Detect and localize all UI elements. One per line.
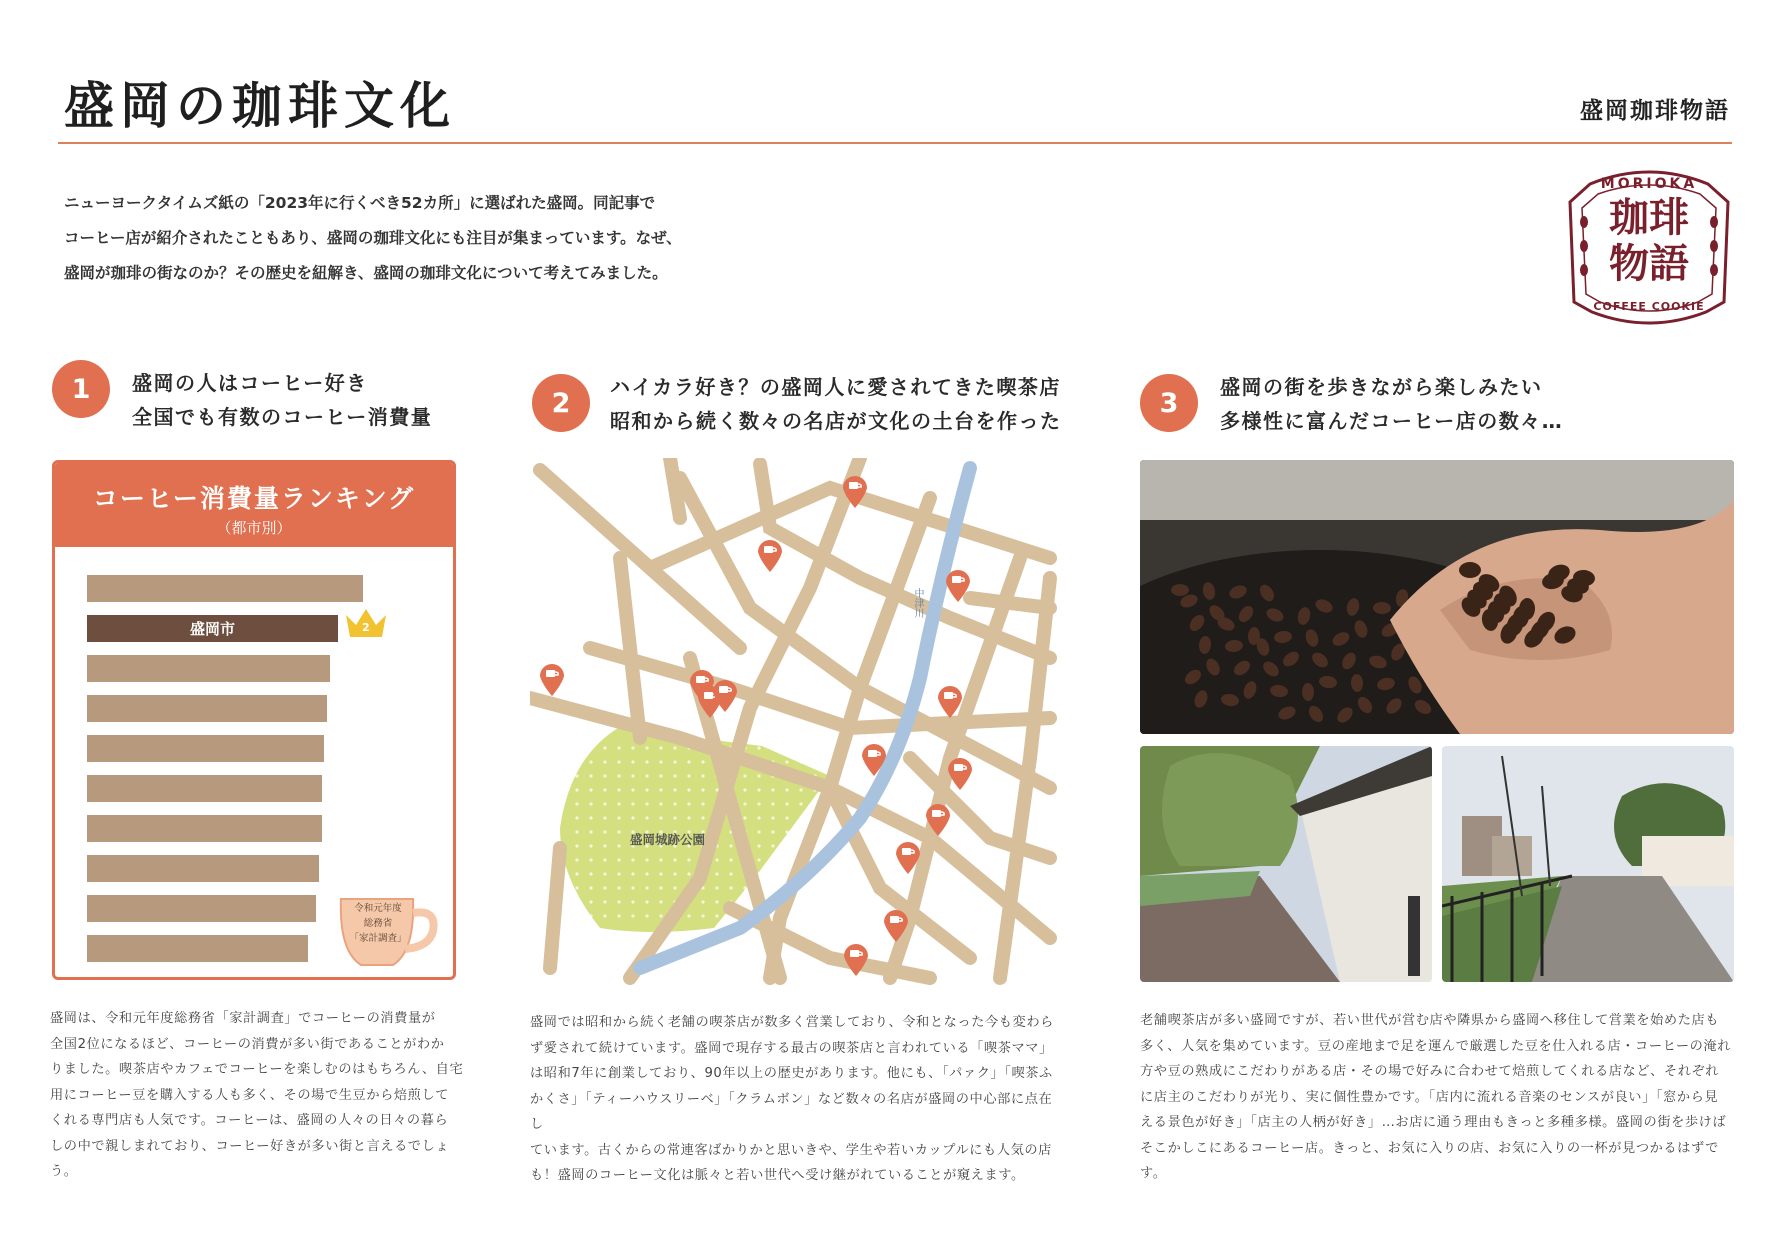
morioka-coffee-logo — [1560, 162, 1738, 332]
intro-line: ニューヨークタイムズ紙の「2023年に行くべき52カ所」に選ばれた盛岡。同記事で — [64, 194, 656, 212]
body-line: 多く、人気を集めています。豆の産地まで足を運んで厳選した豆を仕入れる店・コーヒーの淹れ — [1140, 1038, 1732, 1054]
ranking-bar — [87, 775, 322, 802]
logo-bottom-text: COFFEE COOKIE — [1593, 300, 1705, 313]
brand-name: 盛岡珈琲物語 — [1580, 98, 1730, 124]
source-line: 総務省 — [363, 918, 393, 929]
ranking-card — [52, 460, 456, 980]
crown-icon — [342, 605, 390, 641]
section-2-body — [530, 1010, 1060, 1189]
body-line: くれる専門店も人気です。コーヒーは、盛岡の人々の日々の暮ら — [50, 1113, 449, 1128]
body-line: 用にコーヒー豆を購入する人も多く、その場で生豆から焙煎して — [50, 1087, 450, 1103]
ranking-bar — [87, 655, 330, 682]
ranking-bar — [87, 735, 324, 762]
coffee-cup-icon — [335, 891, 447, 969]
section-number-2: 2 — [532, 374, 590, 432]
ranking-bar — [87, 575, 363, 602]
coffee-beans-photo — [1140, 460, 1734, 734]
heading-line: 盛岡の人はコーヒー好き — [132, 371, 368, 395]
ranking-source — [343, 901, 413, 946]
section-number-3: 3 — [1140, 374, 1198, 432]
body-line: 老舗喫茶店が多い盛岡ですが、若い世代が営む店や隣県から盛岡へ移住して営業を始めた店も — [1140, 1013, 1720, 1028]
section-1-body — [50, 1006, 470, 1185]
intro-line: 盛岡が珈琲の街なのか？その歴史を紐解き、盛岡の珈琲文化について考えてみました。 — [64, 264, 668, 282]
logo-top-text: MORIOKA — [1600, 176, 1698, 192]
body-line: しの中で親しまれており、コーヒー好きが多い街と言えるでしょう。 — [50, 1138, 450, 1179]
intro-text — [64, 186, 784, 291]
body-line: ず愛されて続けています。盛岡で現存する最古の喫茶店と言われている「喫茶ママ」 — [530, 1040, 1053, 1056]
heading-line: 多様性に富んだコーヒー店の数々… — [1220, 409, 1564, 433]
section-3-heading — [1220, 370, 1563, 438]
page-title: 盛岡の珈琲文化 — [64, 77, 456, 135]
river-label: 中津川 — [912, 588, 923, 618]
ranking-card-header — [55, 463, 453, 547]
body-line: も！盛岡のコーヒー文化は脈々と若い世代へ受け継がれていることが窺えます。 — [530, 1168, 1025, 1183]
body-line: ています。古くからの常連客ばかりかと思いきや、学生や若いカップルにも人気の店 — [530, 1142, 1052, 1158]
heading-line: ハイカラ好き？の盛岡人に愛されてきた喫茶店 — [610, 375, 1061, 399]
ranking-bar — [87, 895, 316, 922]
ranking-bar: 盛岡市 — [87, 615, 338, 642]
riverside-path-photo — [1140, 746, 1432, 982]
body-line: は昭和7年に創業しており、90年以上の歴史があります。他にも、「パァク」「喫茶ふ — [530, 1066, 1053, 1081]
heading-line: 盛岡の街を歩きながら楽しみたい — [1220, 375, 1543, 399]
section-2-heading — [610, 370, 1062, 438]
section-3-body — [1140, 1008, 1740, 1187]
body-line: 盛岡では昭和から続く老舗の喫茶店が数多く営業しており、令和となった今も変わら — [530, 1015, 1054, 1030]
body-line: 盛岡は、令和元年度総務省「家計調査」でコーヒーの消費量が — [50, 1011, 436, 1026]
ranking-subtitle: （都市別） — [216, 519, 292, 537]
ranking-bar — [87, 815, 322, 842]
body-line: 方や豆の熟成にこだわりがある店・その場で好みに合わせて焙煎してくれる店など、それぞれ — [1140, 1064, 1720, 1079]
source-line: 「家計調査」 — [349, 933, 407, 944]
cafe-pin-icon — [540, 650, 564, 696]
body-line: そこかしこにあるコーヒー店。きっと、お気に入りの店、お気に入りの一杯が見つかるはずです。 — [1140, 1140, 1719, 1181]
body-line: える景色が好き」「店主の人柄が好き」…お店に通う理由もきっと多種多様。盛岡の街を歩けば — [1140, 1115, 1727, 1130]
rank-number: 2 — [362, 621, 370, 634]
ranking-bar — [87, 855, 319, 882]
ranking-bar — [87, 695, 327, 722]
ranking-bar — [87, 935, 308, 962]
cafe-pin-icon — [938, 672, 962, 718]
heading-line: 全国でも有数のコーヒー消費量 — [132, 405, 433, 429]
source-line: 令和元年度 — [354, 903, 402, 914]
park-label: 盛岡城跡公園 — [630, 832, 706, 847]
intro-line: コーヒー店が紹介されたこともあり、盛岡の珈琲文化にも注目が集まっています。なぜ、 — [64, 229, 682, 247]
cafe-map — [530, 458, 1060, 988]
riverside-promenade-photo — [1442, 746, 1734, 982]
body-line: に店主のこだわりが光り、実に個性豊かです。「店内に流れる音楽のセンスが良い」「窓から見 — [1140, 1089, 1719, 1105]
section-number-1: 1 — [52, 360, 110, 418]
body-line: りました。喫茶店やカフェでコーヒーを楽しむのはもちろん、自宅 — [50, 1062, 464, 1077]
ranking-title: コーヒー消費量ランキング — [92, 484, 416, 513]
body-line: かくさ」「ティーハウスリーベ」「クラムボン」など数々の名店が盛岡の中心部に点在し — [530, 1091, 1053, 1132]
header-divider — [58, 142, 1732, 144]
heading-line: 昭和から続く数々の名店が文化の土台を作った — [610, 409, 1062, 433]
section-1-heading — [132, 366, 432, 434]
body-line: 全国2位になるほど、コーヒーの消費が多い街であることがわか — [50, 1036, 445, 1052]
logo-line1: 珈琲 — [1609, 195, 1689, 241]
logo-line2: 物語 — [1609, 241, 1689, 287]
